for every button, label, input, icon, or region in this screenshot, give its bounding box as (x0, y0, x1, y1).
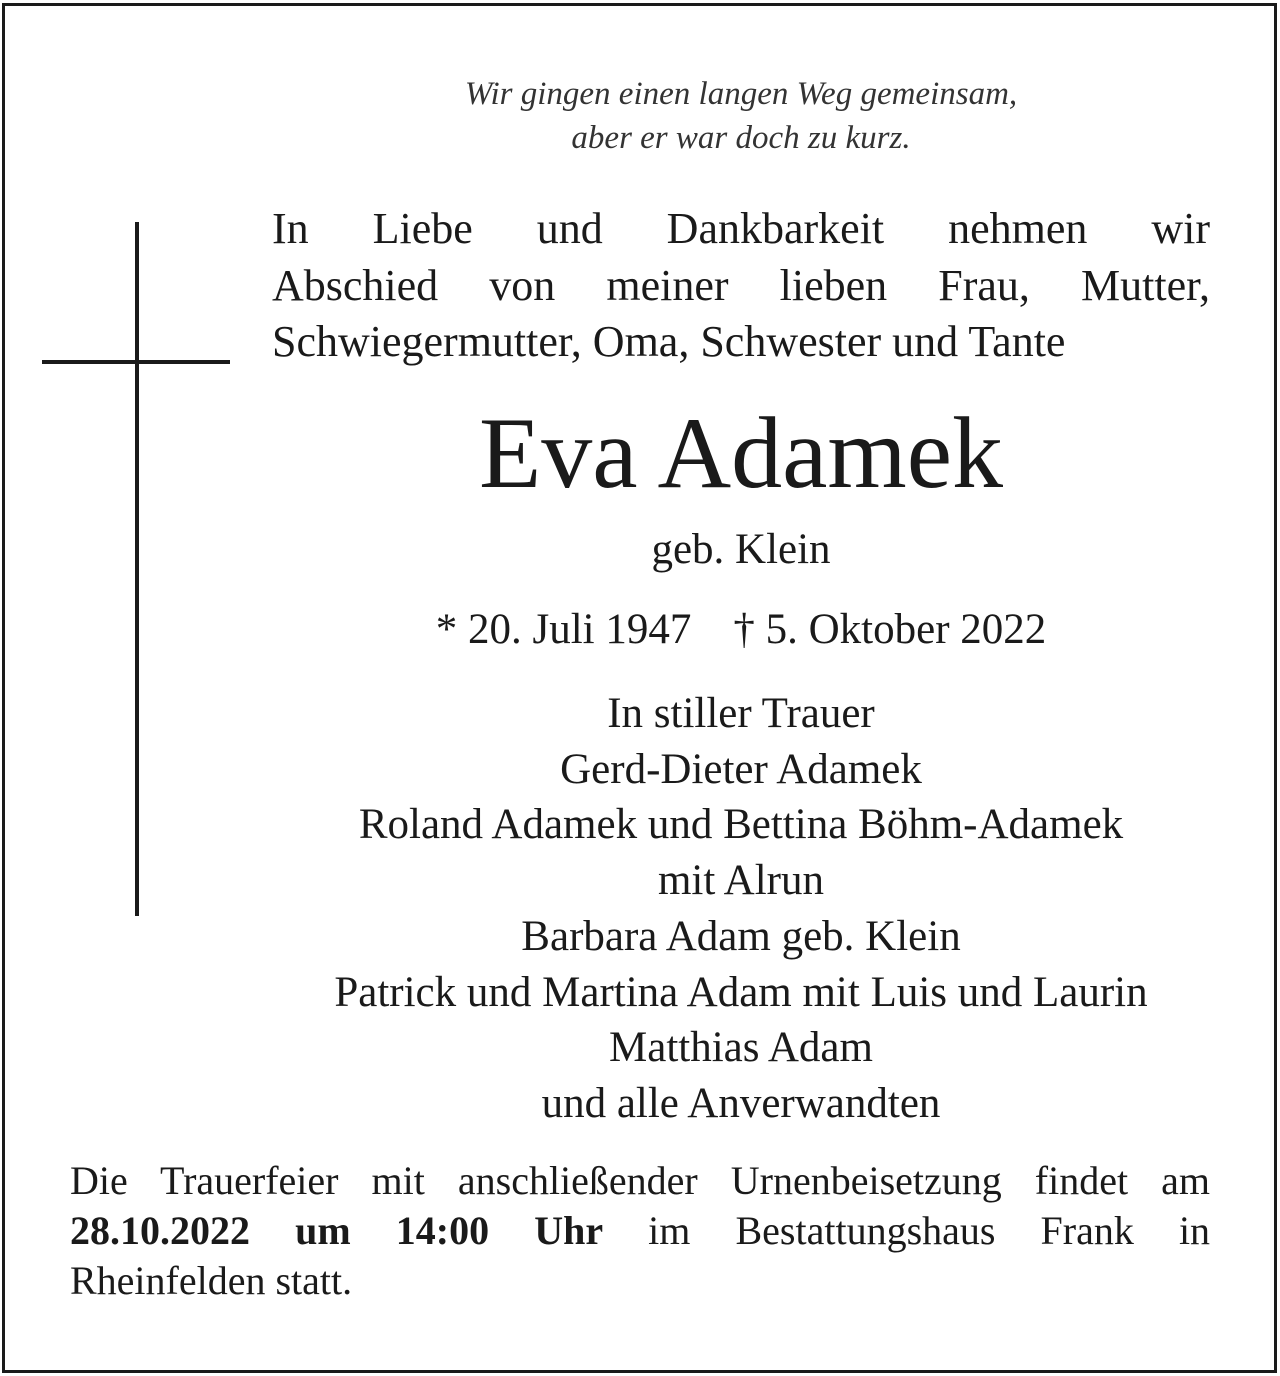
motto-line: aber er war doch zu kurz. (571, 120, 911, 156)
mourner-line: mit Alrun (657, 857, 825, 905)
intro-line: Abschied von meiner lieben Frau, Mutter, (272, 260, 1210, 310)
mourner-line: und alle Anverwandten (541, 1079, 941, 1127)
cross-icon-crossbar (42, 360, 230, 364)
birth-date: * 20. Juli 1947 (435, 606, 692, 653)
service-line: Rheinfelden statt. (70, 1258, 353, 1303)
service-info (70, 1156, 1210, 1306)
service-venue: im Bestattungshaus Frank in (648, 1208, 1211, 1253)
deceased-name: Eva Adamek (479, 397, 1003, 510)
mourner-line: Gerd-Dieter Adamek (560, 745, 922, 793)
mourners-list (272, 686, 1210, 1132)
mourner-line: In stiller Trauer (607, 690, 875, 737)
intro-text (272, 201, 1210, 371)
mourner-line: Matthias Adam (609, 1024, 873, 1072)
intro-line: In Liebe und Dankbarkeit nehmen wir (272, 204, 1210, 253)
mourner-line: Patrick und Martina Adam mit Luis und Laurin (334, 968, 1148, 1016)
service-um: um (295, 1208, 351, 1253)
mourner-line: Barbara Adam geb. Klein (521, 912, 961, 960)
service-uhr: Uhr (534, 1208, 604, 1253)
birth-name: geb. Klein (651, 526, 831, 573)
service-line (70, 1206, 1210, 1256)
mourner-line: Roland Adamek und Bettina Böhm-Adamek (358, 801, 1124, 849)
motto-line: Wir gingen einen langen Weg gemeinsam, (464, 76, 1018, 112)
cross-icon (135, 222, 139, 916)
service-line: Die Trauerfeier mit anschließender Urnenbeisetzung findet am (70, 1158, 1210, 1203)
motto (272, 72, 1210, 160)
service-date: 28.10.2022 (70, 1208, 250, 1253)
intro-line: Schwiegermutter, Oma, Schwester und Tante (272, 317, 1066, 366)
death-date: † 5. Oktober 2022 (733, 606, 1047, 653)
life-dates (272, 604, 1210, 656)
service-time: 14:00 (395, 1208, 490, 1253)
